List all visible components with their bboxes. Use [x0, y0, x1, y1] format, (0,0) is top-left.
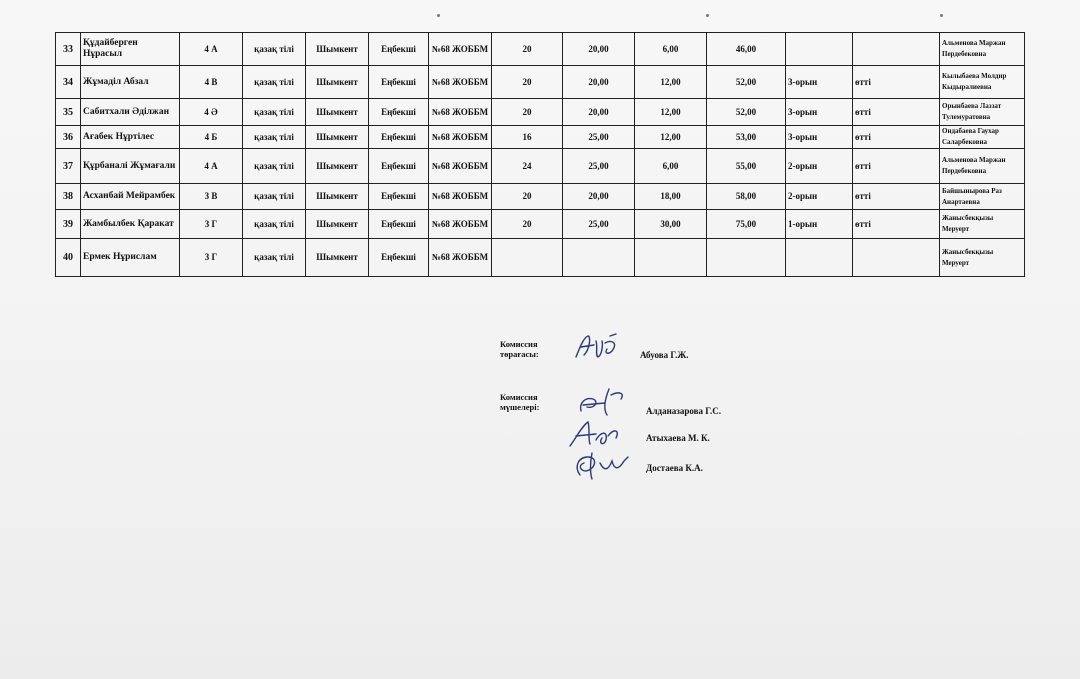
class-cell: 4 В — [180, 66, 243, 99]
school-cell: №68 ЖОББМ — [429, 33, 492, 66]
score-3-cell: 6,00 — [635, 33, 707, 66]
school-cell: №68 ЖОББМ — [429, 210, 492, 239]
school-cell: №68 ЖОББМ — [429, 149, 492, 184]
table-row — [56, 239, 1025, 277]
class-cell: 4 А — [180, 149, 243, 184]
language-cell: қазақ тілі — [243, 149, 306, 184]
language-cell: қазақ тілі — [243, 99, 306, 126]
place-cell: 2-орын — [786, 184, 853, 210]
teacher-cell: Альменова Маржан Пердебековна — [940, 149, 1025, 184]
city-cell: Шымкент — [306, 33, 369, 66]
teacher-cell: Орынбаева Лаззат Тулемуратовна — [940, 99, 1025, 126]
total-score-cell: 46,00 — [707, 33, 786, 66]
chair-label: Комиссия төрағасы: — [500, 339, 539, 359]
student-name: Асханбай Мейрамбек — [81, 184, 180, 210]
language-cell: қазақ тілі — [243, 239, 306, 277]
status-cell: өтті — [853, 99, 940, 126]
class-cell: 3 Г — [180, 239, 243, 277]
class-cell: 3 Г — [180, 210, 243, 239]
table-row — [56, 184, 1025, 210]
total-score-cell: 52,00 — [707, 66, 786, 99]
total-score-cell: 52,00 — [707, 99, 786, 126]
city-cell: Шымкент — [306, 126, 369, 149]
row-number: 33 — [56, 33, 81, 66]
student-name: Сабитхали Әділжан — [81, 99, 180, 126]
teacher-cell: Кылыбаева Молдир Кыдыралиевна — [940, 66, 1025, 99]
score-3-cell: 6,00 — [635, 149, 707, 184]
row-number: 38 — [56, 184, 81, 210]
members-label: Комиссия мүшелері: — [500, 392, 540, 412]
city-cell: Шымкент — [306, 184, 369, 210]
district-cell: Еңбекші — [369, 210, 429, 239]
member-name-3: Достаева К.А. — [646, 463, 703, 473]
member-name-1: Алданазарова Г.С. — [646, 406, 722, 416]
chair-signature — [572, 333, 624, 368]
district-cell: Еңбекші — [369, 33, 429, 66]
score-3-cell — [635, 239, 707, 277]
total-score-cell: 53,00 — [707, 126, 786, 149]
school-cell: №68 ЖОББМ — [429, 66, 492, 99]
row-number: 34 — [56, 66, 81, 99]
district-cell: Еңбекші — [369, 126, 429, 149]
teacher-cell: Жанысбекқызы Меруерт — [940, 210, 1025, 239]
score-3-cell: 12,00 — [635, 66, 707, 99]
language-cell: қазақ тілі — [243, 210, 306, 239]
city-cell: Шымкент — [306, 66, 369, 99]
class-cell: 4 А — [180, 33, 243, 66]
member-signature-3 — [570, 449, 636, 486]
row-number: 39 — [56, 210, 81, 239]
table-row — [56, 210, 1025, 239]
score-1-cell: 16 — [492, 126, 563, 149]
score-1-cell: 20 — [492, 99, 563, 126]
chair-name: Абуова Г.Ж. — [640, 350, 689, 360]
language-cell: қазақ тілі — [243, 126, 306, 149]
table-row — [56, 99, 1025, 126]
status-cell — [853, 33, 940, 66]
student-name: Құдайберген Нұрасыл — [81, 33, 180, 66]
member-name-2: Атыхаева М. К. — [646, 433, 710, 443]
school-cell: №68 ЖОББМ — [429, 184, 492, 210]
city-cell: Шымкент — [306, 99, 369, 126]
student-name: Ермек Нұрислам — [81, 239, 180, 277]
place-cell: 2-орын — [786, 149, 853, 184]
teacher-cell: Жанысбекқызы Меруерт — [940, 239, 1025, 277]
language-cell: қазақ тілі — [243, 184, 306, 210]
place-cell — [786, 33, 853, 66]
status-cell: өтті — [853, 184, 940, 210]
row-number: 36 — [56, 126, 81, 149]
place-cell — [786, 239, 853, 277]
place-cell: 1-орын — [786, 210, 853, 239]
score-2-cell: 20,00 — [563, 66, 635, 99]
score-1-cell — [492, 239, 563, 277]
district-cell: Еңбекші — [369, 184, 429, 210]
teacher-cell: Байшынырова Раз Анартаевна — [940, 184, 1025, 210]
student-name: Ағабек Нұртілес — [81, 126, 180, 149]
row-number: 37 — [56, 149, 81, 184]
score-1-cell: 24 — [492, 149, 563, 184]
district-cell: Еңбекші — [369, 66, 429, 99]
total-score-cell: 55,00 — [707, 149, 786, 184]
score-3-cell: 30,00 — [635, 210, 707, 239]
class-cell: 4 Б — [180, 126, 243, 149]
table-row — [56, 66, 1025, 99]
language-cell: қазақ тілі — [243, 33, 306, 66]
score-1-cell: 20 — [492, 184, 563, 210]
total-score-cell: 75,00 — [707, 210, 786, 239]
school-cell: №68 ЖОББМ — [429, 126, 492, 149]
status-cell: өтті — [853, 210, 940, 239]
row-number: 40 — [56, 239, 81, 277]
total-score-cell: 58,00 — [707, 184, 786, 210]
teacher-cell: Альменова Маржан Пердебековна — [940, 33, 1025, 66]
score-2-cell — [563, 239, 635, 277]
score-2-cell: 25,00 — [563, 149, 635, 184]
student-name: Құрбаналі Жұмағали — [81, 149, 180, 184]
teacher-cell: Ондабаева Гаухар Саларбековна — [940, 126, 1025, 149]
score-2-cell: 20,00 — [563, 33, 635, 66]
status-cell: өтті — [853, 66, 940, 99]
language-cell: қазақ тілі — [243, 66, 306, 99]
score-2-cell: 25,00 — [563, 210, 635, 239]
score-1-cell: 20 — [492, 210, 563, 239]
student-name: Жұмаділ Абзал — [81, 66, 180, 99]
total-score-cell — [707, 239, 786, 277]
table-row — [56, 126, 1025, 149]
city-cell: Шымкент — [306, 149, 369, 184]
score-3-cell: 12,00 — [635, 99, 707, 126]
table-row — [56, 149, 1025, 184]
place-cell: 3-орын — [786, 99, 853, 126]
status-cell: өтті — [853, 149, 940, 184]
school-cell: №68 ЖОББМ — [429, 99, 492, 126]
score-2-cell: 20,00 — [563, 99, 635, 126]
row-number: 35 — [56, 99, 81, 126]
district-cell: Еңбекші — [369, 239, 429, 277]
score-1-cell: 20 — [492, 66, 563, 99]
score-1-cell: 20 — [492, 33, 563, 66]
student-name: Жамбылбек Қаракат — [81, 210, 180, 239]
score-3-cell: 12,00 — [635, 126, 707, 149]
place-cell: 3-орын — [786, 126, 853, 149]
score-2-cell: 25,00 — [563, 126, 635, 149]
status-cell — [853, 239, 940, 277]
status-cell: өтті — [853, 126, 940, 149]
score-2-cell: 20,00 — [563, 184, 635, 210]
district-cell: Еңбекші — [369, 99, 429, 126]
score-3-cell: 18,00 — [635, 184, 707, 210]
city-cell: Шымкент — [306, 239, 369, 277]
district-cell: Еңбекші — [369, 149, 429, 184]
class-cell: 4 Ә — [180, 99, 243, 126]
table-row — [56, 33, 1025, 66]
class-cell: 3 В — [180, 184, 243, 210]
school-cell: №68 ЖОББМ — [429, 239, 492, 277]
results-table — [55, 32, 1025, 277]
place-cell: 3-орын — [786, 66, 853, 99]
city-cell: Шымкент — [306, 210, 369, 239]
